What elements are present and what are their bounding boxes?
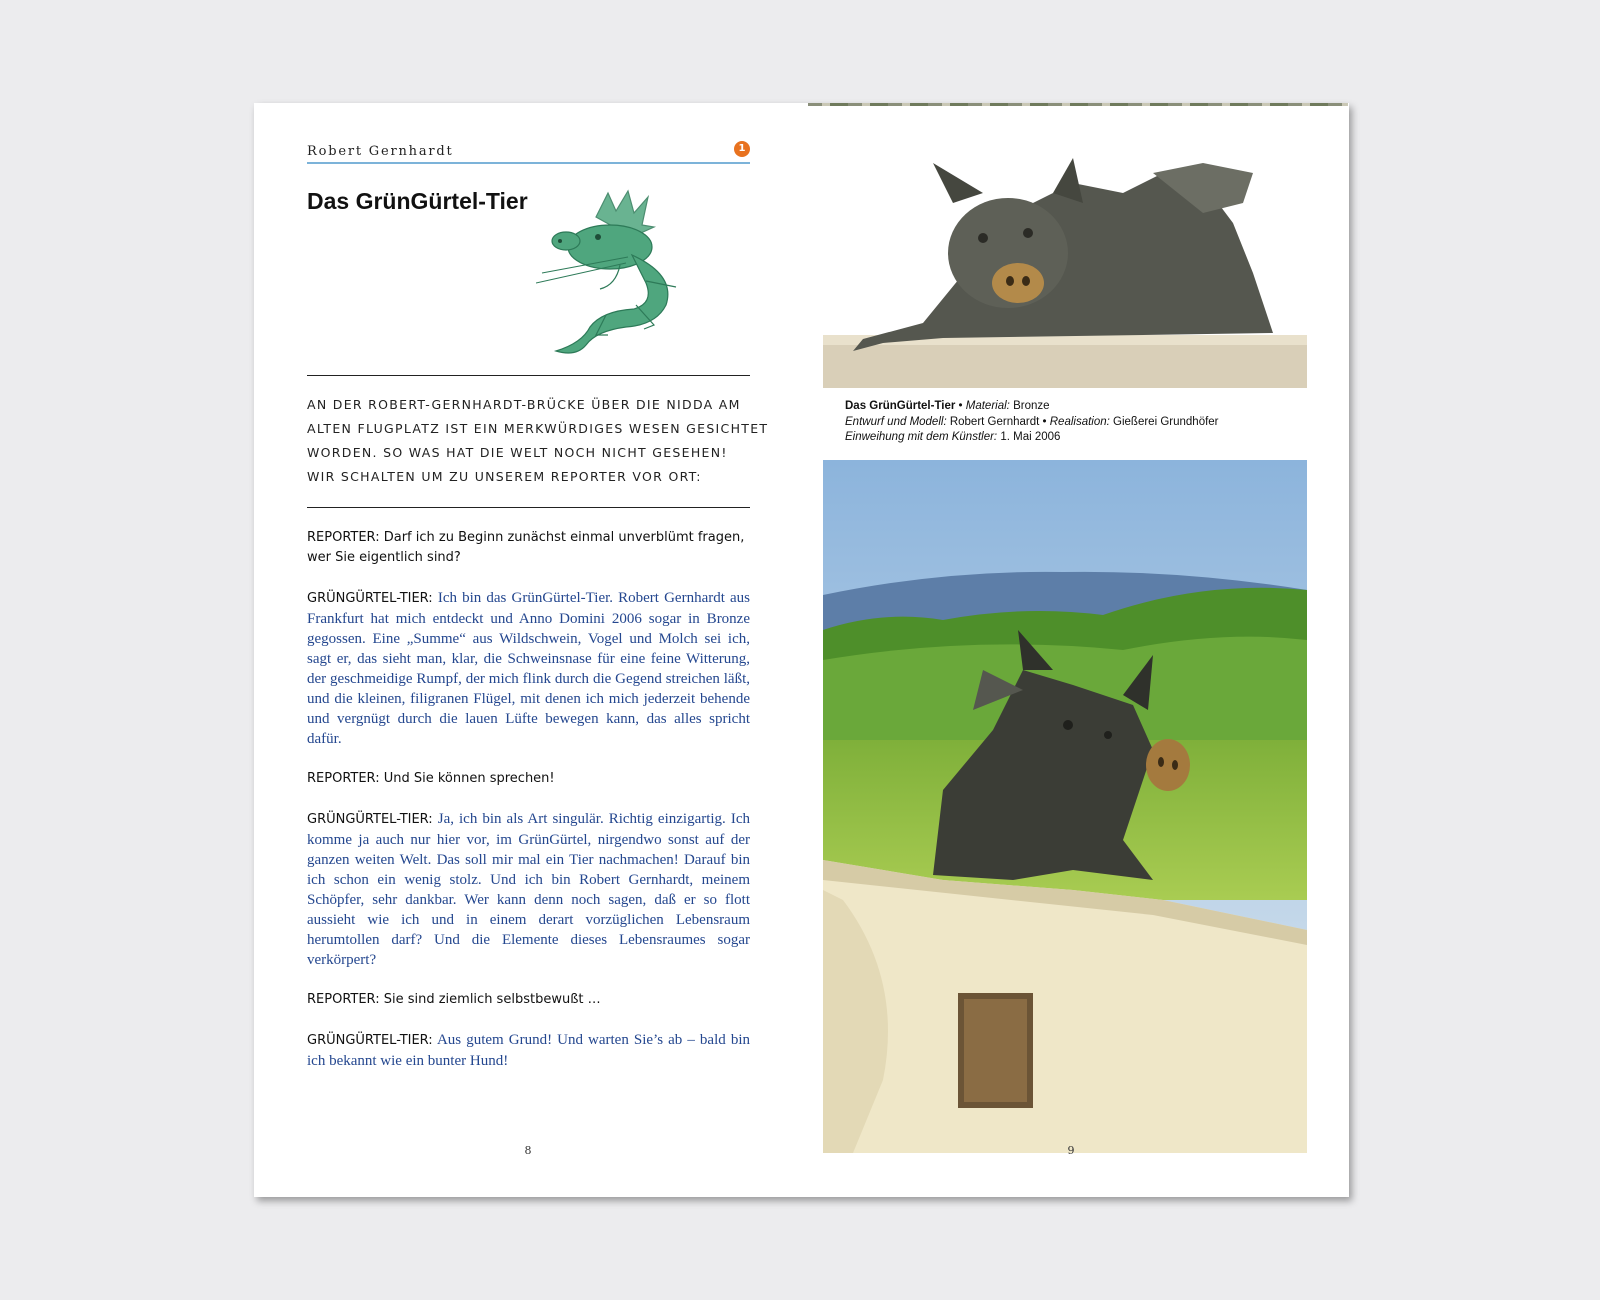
answer-text: Ich bin das GrünGürtel-Tier. Robert Gernhardt aus Frankfurt hat mich entdeckt und Anno Domini 2006 sogar in Bronze gegossen. Eine „Summe“ aus Wildschwein, Vogel und Molch sei ich, sagt er, das sieht man, klar, die Schweinsnase für eine feine Witterung, der geschmeidige Rumpf, der mich flink durch die Gegend streichen läßt, und die kleinen, filigranen Flügel, mit denen ich mich jederzeit behende und vergnügt durch die lauen Lüfte bewegen kann, das alles spricht dafür.: [307, 590, 751, 747]
page-number-right: 9: [1067, 1144, 1075, 1157]
question-text: Darf ich zu Beginn zunächst einmal unverblümt fragen, wer Sie eigentlich sind?: [307, 530, 745, 565]
question-text: Und Sie können sprechen!: [383, 771, 555, 786]
header-rule: [307, 162, 750, 164]
speaker-label: REPORTER:: [307, 992, 380, 1007]
caption-design-label: Entwurf und Modell:: [845, 415, 947, 428]
sculpture-photo-landscape: [823, 460, 1307, 1153]
answer-text: Ja, ich bin als Art singulär. Richtig einzigartig. Ich komme ja auch nur hier vor, im GrünGürtel, nirgendwo sonst auf der ganzen weiten Welt. Das soll mir mal ein Tier nachmachen! Darauf bin ich schon ein wenig stolz. Und ich bin Robert Gernhardt, meinem Schöpfer, sehr dankbar. Wer kann denn noch sagen, daß er so flott aussieht wie ich und in einem derart vorzüglichen Lebensraum herumtollen darf? Und die Elemente dieses Lebensraumes sogar verkörpert?: [307, 811, 750, 968]
speaker-label: GRÜNGÜRTEL-TIER:: [307, 591, 433, 606]
intro-bottom-rule: [307, 507, 750, 508]
caption-realisation-label: Realisation:: [1049, 415, 1110, 428]
intro-line: WORDEN. SO WAS HAT DIE WELT NOCH NICHT GESEHEN!: [307, 445, 728, 460]
book-spread: [254, 103, 1349, 1197]
author-header: Robert Gernhardt: [307, 144, 454, 159]
page-title: Das GrünGürtel-Tier: [307, 188, 528, 214]
caption-realisation-value: Gießerei Grundhöfer: [1109, 415, 1219, 428]
answer-text: Aus gutem Grund! Und warten Sie’s ab – bald bin ich bekannt wie ein bunter Hund!: [307, 1032, 750, 1069]
speaker-label: REPORTER:: [307, 530, 380, 545]
caption-design-value: Robert Gernhardt: [946, 415, 1040, 428]
interview-dialogue: [307, 528, 750, 1091]
reporter-question: [307, 990, 750, 1010]
intro-line: WIR SCHALTEN UM ZU UNSEREM REPORTER VOR ORT:: [307, 469, 702, 484]
creature-answer: [307, 1030, 750, 1071]
creature-answer: [307, 588, 750, 749]
caption-inauguration-value: 1. Mai 2006: [997, 431, 1061, 443]
right-page: [802, 103, 1349, 1197]
caption-material-label: Material:: [965, 400, 1010, 412]
intro-line: AN DER ROBERT-GERNHARDT-BRÜCKE ÜBER DIE NIDDA AM: [307, 397, 741, 412]
question-text: Sie sind ziemlich selbstbewußt …: [383, 992, 601, 1007]
speaker-label: GRÜNGÜRTEL-TIER:: [307, 1033, 433, 1048]
page-number-left: 8: [524, 1144, 532, 1157]
intro-top-rule: [307, 375, 750, 376]
intro-text: [307, 393, 769, 489]
sculpture-photo-closeup: [823, 143, 1307, 388]
creature-answer: [307, 809, 750, 970]
reporter-question: [307, 528, 750, 568]
chapter-number-badge: 1: [734, 141, 750, 157]
speaker-label: GRÜNGÜRTEL-TIER:: [307, 812, 433, 827]
caption-title: Das GrünGürtel-Tier: [845, 400, 956, 412]
creature-drawing-icon: [536, 185, 736, 365]
caption-material-value: Bronze: [1009, 400, 1050, 412]
speaker-label: REPORTER:: [307, 771, 380, 786]
photo-caption: Das GrünGürtel-Tier • Material: Bronze Entwurf und Modell: Robert Gernhardt • Realisation: Gießerei Grundhöfer Einweihung mit dem Künstler: 1. Mai 2006: [845, 400, 1219, 443]
caption-inauguration-label: Einweihung mit dem Künstler:: [845, 431, 998, 443]
bleed-strip: [808, 103, 1348, 106]
reporter-question: [307, 769, 750, 789]
left-page: [254, 103, 802, 1197]
intro-line: ALTEN FLUGPLATZ IST EIN MERKWÜRDIGES WESEN GESICHTET: [307, 421, 769, 436]
